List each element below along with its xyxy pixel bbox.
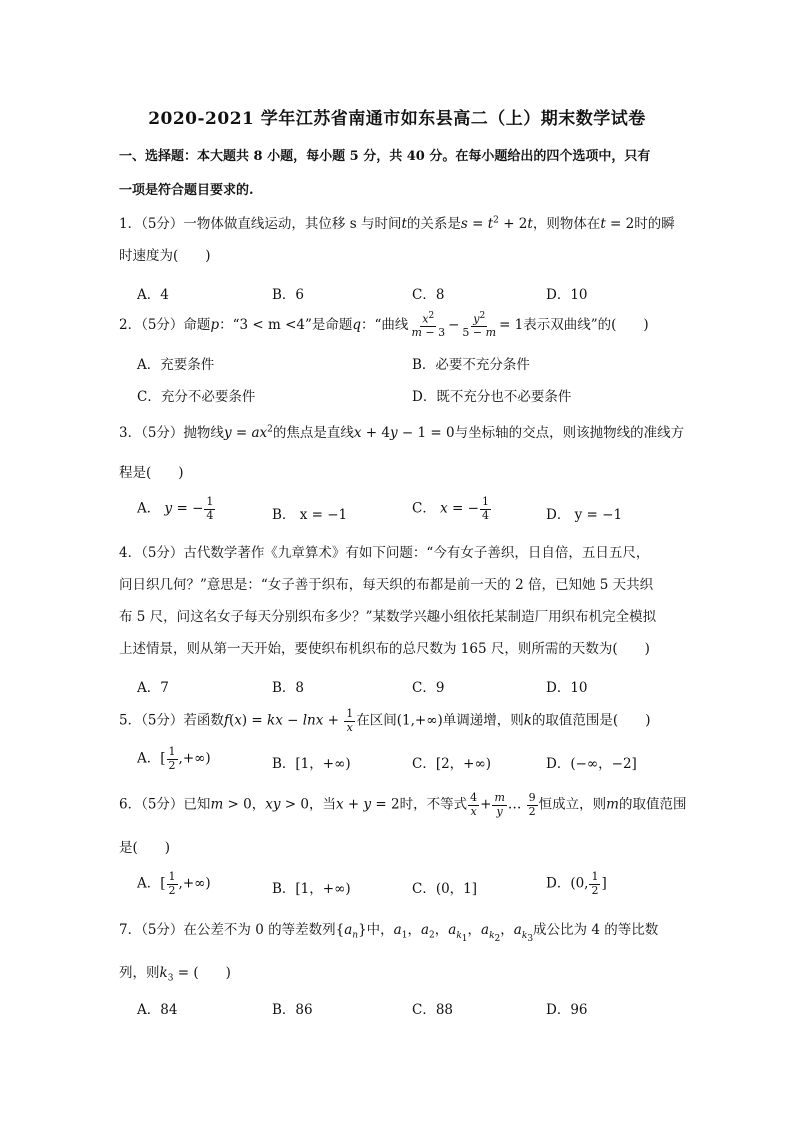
question-1-option-a[interactable]: A．4 (137, 287, 169, 303)
question-7-option-a[interactable]: A．84 (137, 1002, 178, 1018)
question-4-option-c[interactable]: C．9 (412, 680, 445, 696)
question-3-option-c[interactable]: C． x = − $\frac{1}{4}$ (412, 495, 489, 522)
question-2-option-c[interactable]: C．充分不必要条件 (137, 389, 256, 405)
question-4-line1: 4．（5分）古代数学著作《九章算术》有如下问题：“今有女子善织，日自倍，五日五尺， (119, 545, 650, 561)
question-6-option-c[interactable]: C．(0，1] (412, 881, 478, 897)
question-3-stem: 3．（5分）抛物线$y = ax^2$的焦点是直线x + 4y − 1 = 0与坐标轴的交点，则该抛物线的准线方 (119, 424, 685, 441)
question-5-option-a[interactable]: A．[ $\frac{1}{2}$ ,+∞) (137, 745, 211, 772)
question-3-option-d[interactable]: D． y = −1 (546, 507, 623, 523)
question-3-stem-line2: 程是( ) (119, 465, 184, 481)
section-heading-line2: 一项是符合题目要求的. (119, 183, 254, 198)
question-4-line2: 问日织几何？”意思是：“女子善于织布，每天织的布都是前一天的 2 倍，已知她 5 天共织 (119, 577, 654, 593)
page-title: 2020-2021 学年江苏省南通市如东县高二（上）期末数学试卷 (148, 109, 646, 129)
question-2-option-d[interactable]: D．既不充分也不必要条件 (412, 389, 572, 405)
question-1-stem: 1．（5分）一物体做直线运动，其位移 s 与时间t的关系是$s = t^2 + 2t$，则物体在t = 2时的瞬 (119, 215, 675, 232)
question-5-option-b[interactable]: B．[1，+∞) (272, 756, 351, 772)
question-5-option-d[interactable]: D．(−∞，−2] (546, 756, 637, 772)
question-7-stem-line2: 列，则$k_3$ = ( ) (119, 965, 231, 984)
question-7-option-d[interactable]: D．96 (546, 1002, 588, 1018)
question-7-stem: 7．（5分）在公差不为 0 的等差数列$\{a_n\}$中，$a_1$，$a_2$，$a_{k_1}$，$a_{k_2}$，$a_{k_3}$成公比为 4 的等比数 (119, 922, 659, 944)
question-3-option-a[interactable]: A． y = − $\frac{1}{4}$ (137, 495, 214, 522)
question-6-stem: 6．（5分）已知m > 0，xy > 0，当x + y = 2时，不等式 $\frac{4}{x}$ + $\frac{m}{y}$ … $\frac{9}{2}$ 恒成立，则m的取值范围 (119, 791, 687, 818)
question-4-option-d[interactable]: D．10 (546, 680, 588, 696)
question-6-option-d[interactable]: D．(0, $\frac{1}{2}$ ] (546, 870, 607, 897)
question-4-option-b[interactable]: B．8 (272, 680, 305, 696)
section-heading-line1: 一、选择题：本大题共 8 小题，每小题 5 分，共 40 分。在每小题给出的四个选项中，只有 (119, 149, 651, 164)
question-2-option-a[interactable]: A．充要条件 (137, 357, 215, 373)
question-7-option-b[interactable]: B．86 (272, 1002, 313, 1018)
question-2-option-b[interactable]: B．必要不充分条件 (412, 357, 530, 373)
question-2-stem: 2．（5分）命题p：“3 < m <4”是命题q：“曲线 $\frac{x^2}{m - 3}$ − $\frac{y^2}{5 - m}$ = 1表示双曲线”的( ) (119, 311, 649, 340)
question-4-line4: 上述情景，则从第一天开始，要使织布机织布的总尺数为 165 尺，则所需的天数为( ) (119, 641, 650, 657)
question-6-stem-line2: 是( ) (119, 840, 171, 856)
question-4-line3: 布 5 尺，问这名女子每天分别织布多少？”某数学兴趣小组依托某制造厂用织布机完全模拟 (119, 609, 657, 625)
question-1-option-d[interactable]: D．10 (546, 287, 588, 303)
question-3-option-b[interactable]: B． x = −1 (272, 507, 348, 523)
question-1-option-c[interactable]: C．8 (412, 287, 445, 303)
question-1-option-b[interactable]: B．6 (272, 287, 305, 303)
question-6-option-b[interactable]: B．[1，+∞) (272, 881, 351, 897)
question-6-option-a[interactable]: A．[ $\frac{1}{2}$ ,+∞) (137, 870, 211, 897)
question-1-stem-line2: 时速度为( ) (119, 248, 211, 264)
question-4-option-a[interactable]: A．7 (137, 680, 169, 696)
question-5-option-c[interactable]: C．[2，+∞) (412, 756, 492, 772)
question-5-stem: 5．（5分）若函数f(x) = kx − lnx + $\frac{1}{x}$ 在区间(1,+∞)单调递增，则k的取值范围是( ) (119, 707, 651, 734)
question-7-option-c[interactable]: C．88 (412, 1002, 454, 1018)
